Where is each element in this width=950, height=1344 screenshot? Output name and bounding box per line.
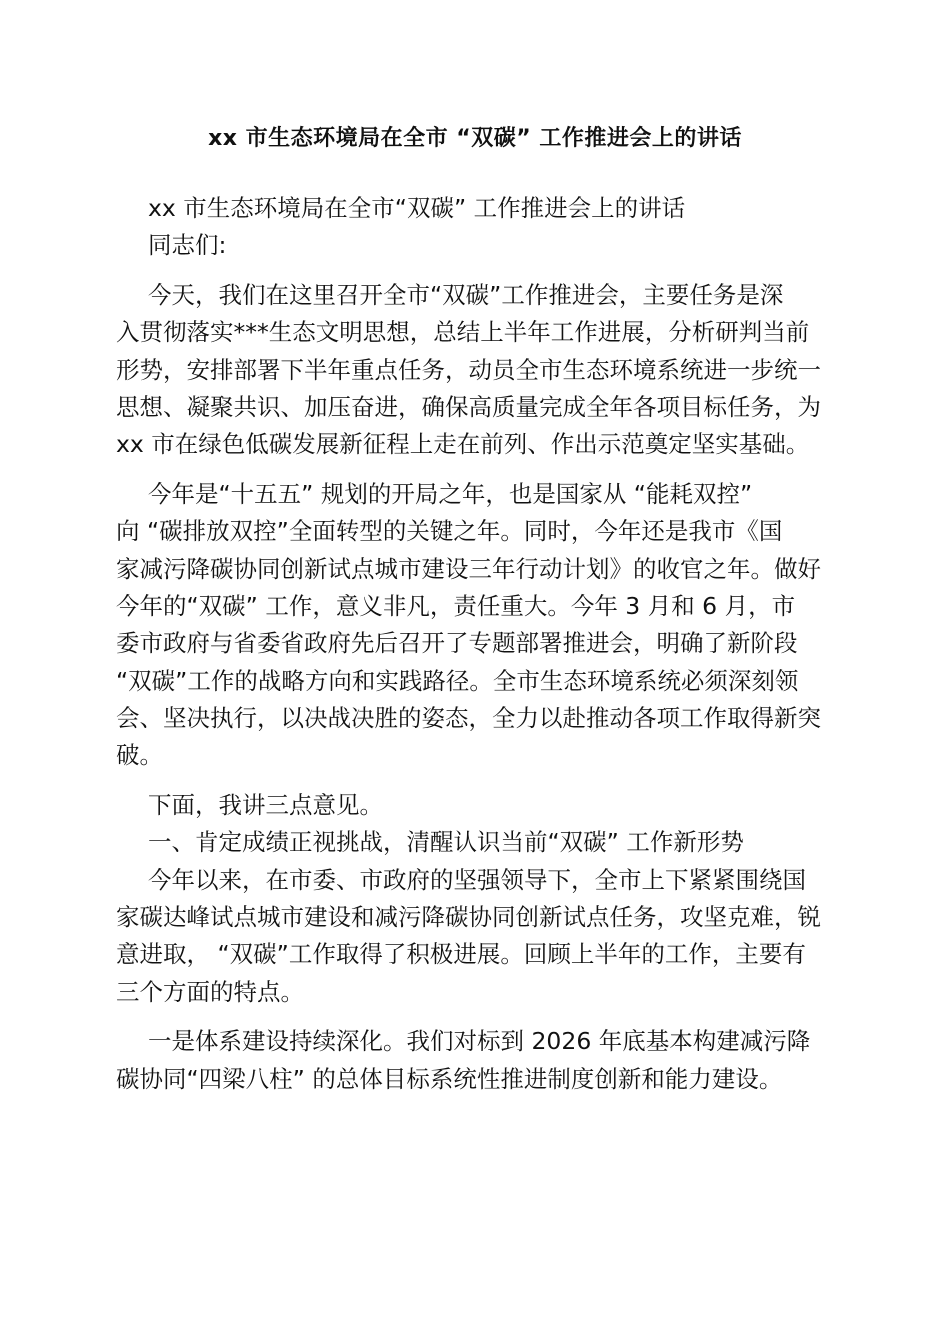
paragraph-gap — [116, 775, 836, 787]
text-line: 向 “碳排放双控”全面转型的关键之年。同时，今年还是我市《国 — [116, 517, 783, 546]
document-title: xx 市生态环境局在全市 “双碳” 工作推进会上的讲话 — [208, 126, 742, 151]
text-line: 形势，安排部署下半年重点任务，动员全市生态环境系统进一步统一 — [116, 355, 821, 384]
text-line: 三个方面的特点。 — [116, 977, 304, 1006]
text-line: xx 市在绿色低碳发展新征程上走在前列、作出示范奠定坚实基础。 — [116, 430, 810, 459]
text-line: 今天，我们在这里召开全市“双碳”工作推进会，主要任务是深 — [148, 280, 784, 309]
text-line: 破。 — [116, 741, 163, 770]
text-line: 家减污降碳协同创新试点城市建设三年行动计划》的收官之年。做好 — [116, 554, 821, 583]
text-line: 今年是“十五五” 规划的开局之年，也是国家从 “能耗双控” — [148, 479, 753, 508]
salutation-line: 同志们: — [148, 231, 227, 260]
text-line: 思想、凝聚共识、加压奋进，确保高质量完成全年各项目标任务，为 — [116, 392, 821, 421]
paragraph-gap — [116, 1011, 836, 1023]
text-line: 家碳达峰试点城市建设和减污降碳协同创新试点任务，攻坚克难，锐 — [116, 903, 821, 932]
paragraph-gap — [116, 464, 836, 476]
text-line: “双碳”工作的战略方向和实践路径。全市生态环境系统必须深刻领 — [116, 666, 799, 695]
text-line: 今年的“双碳” 工作，意义非凡，责任重大。今年 3 月和 6 月，市 — [116, 591, 796, 620]
subtitle-line: xx 市生态环境局在全市“双碳” 工作推进会上的讲话 — [148, 194, 686, 222]
text-line: 委市政府与省委省政府先后召开了专题部署推进会，明确了新阶段 — [116, 629, 798, 658]
text-line: 碳协同“四梁八柱” 的总体目标系统性推进制度创新和能力建设。 — [116, 1064, 783, 1093]
text-line: 入贯彻落实***生态文明思想，总结上半年工作进展，分析研判当前 — [116, 318, 810, 347]
text-line: 今年以来，在市委、市政府的坚强领导下，全市上下紧紧围绕国 — [148, 865, 806, 894]
text-line: 下面，我讲三点意见。 — [148, 790, 383, 819]
paragraph-gap — [116, 265, 836, 277]
text-line: 意进取， “双碳”工作取得了积极进展。回顾上半年的工作，主要有 — [116, 940, 806, 969]
section-heading: 一、肯定成绩正视挑战，清醒认识当前“双碳” 工作新形势 — [148, 828, 744, 857]
document-body — [116, 190, 836, 1098]
text-line: 一是体系建设持续深化。我们对标到 2026 年底基本构建减污降 — [148, 1027, 811, 1056]
text-line: 会、坚决执行，以决战决胜的姿态，全力以赴推动各项工作取得新突 — [116, 704, 821, 733]
